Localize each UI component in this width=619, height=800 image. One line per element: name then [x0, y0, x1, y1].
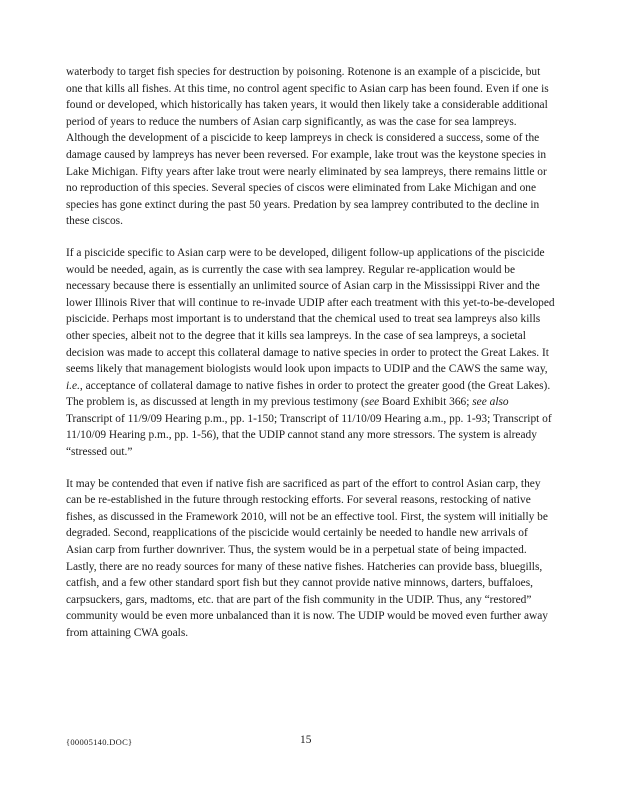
paragraph-2-text-b: , acceptance of collateral damage to native fishes in order to protect the greater good (the Great Lakes). The problem is, as discussed at length in my previous testimony (	[66, 379, 551, 409]
paragraph-2	[66, 245, 556, 461]
paragraph-2-see: see	[364, 396, 380, 409]
paragraph-2-text-d: Transcript of 11/9/09 Hearing p.m., pp. 1-150; Transcript of 11/10/09 Hearing a.m., pp. 1-93; Transcript of 11/10/09 Hearing p.m., pp. 1-56), that the UDIP cannot stand any more stressors. The system is already “stressed out.”	[66, 412, 552, 459]
body-text	[66, 64, 556, 642]
footer-page-number: 15	[300, 734, 312, 746]
paragraph-2-ie: i.e.	[66, 379, 80, 392]
paragraph-1	[66, 64, 556, 230]
footer-document-id: {00005140.DOC}	[66, 737, 133, 747]
paragraph-2-text-c: Board Exhibit 366;	[379, 396, 473, 409]
paragraph-3-text: It may be contended that even if native fish are sacrificed as part of the effort to control Asian carp, they can be re-established in the future through restocking efforts. For several reasons, restocking of native fishes, as discussed in the Framework 2010, will not be an effective tool. First, the system will initially be degraded. Second, reapplications of the piscicide would certainly be needed to handle new arrivals of Asian carp from further downriver. Thus, the system would be in a perpetual state of being impacted. Lastly, there are no ready sources for many of these native fishes. Hatcheries can provide bass, bluegills, catfish, and a few other standard sport fish but they cannot provide native minnows, darters, buffaloes, carpsuckers, gars, madtoms, etc. that are part of the fish community in the UDIP. Thus, any “restored” community would be even more unbalanced than it is now. The UDIP would be moved even further away from attaining CWA goals.	[66, 477, 548, 639]
paragraph-3	[66, 476, 556, 642]
paragraph-2-text-a: If a piscicide specific to Asian carp were to be developed, diligent follow-up applications of the piscicide would be needed, again, as is currently the case with sea lamprey. Regular re-application would be necessary because there is essentially an unlimited source of Asian carp in the Mississippi River and the lower Illinois River that will continue to re-invade UDIP after each treatment with this yet-to-be-developed piscicide. Perhaps most important is to understand that the chemical used to treat sea lampreys also kills other species, albeit not to the degree that it kills sea lampreys. In the case of sea lampreys, a societal decision was made to accept this collateral damage to native species in order to protect the Great Lakes. It seems likely that management biologists would look upon impacts to UDIP and the CAWS the same way,	[66, 246, 555, 376]
paragraph-1-text: waterbody to target fish species for destruction by poisoning. Rotenone is an example of a piscicide, but one that kills all fishes. At this time, no control agent specific to Asian carp has been found. Even if one is found or developed, which historically has taken years, it would then likely take a considerable additional period of years to reduce the numbers of Asian carp significantly, as was the case for sea lampreys. Although the development of a piscicide to keep lampreys in check is considered a success, some of the damage caused by lampreys has never been reversed. For example, lake trout was the keystone species in Lake Michigan. Fifty years after lake trout were nearly eliminated by sea lampreys, there remains little or no reproduction of this species. Several species of ciscos were eliminated from Lake Michigan and one species has gone extinct during the past 50 years. Predation by sea lamprey contributed to the decline in these ciscos.	[66, 66, 549, 228]
paragraph-2-see-also: see also	[472, 396, 509, 409]
